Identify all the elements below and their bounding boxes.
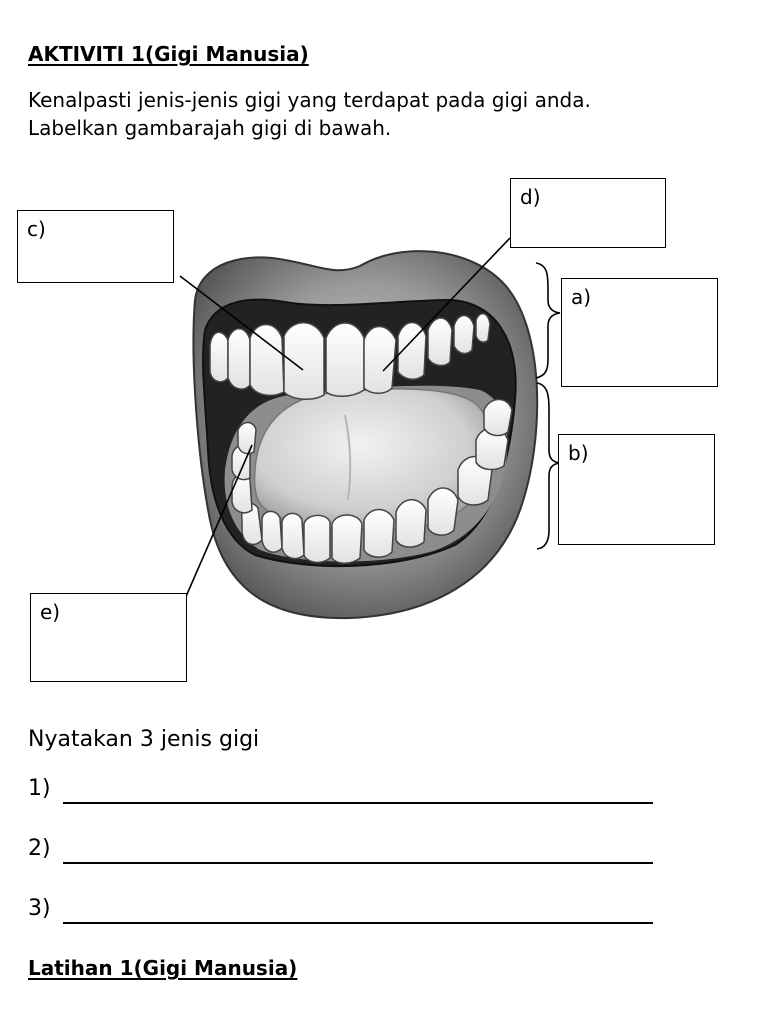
exercise-title: Latihan 1(Gigi Manusia) [28,956,298,980]
label-d: d) [520,185,541,209]
instruction-line-2: Labelkan gambarajah gigi di bawah. [28,116,392,140]
answer-line-2[interactable] [63,862,653,864]
activity-title: AKTIVITI 1(Gigi Manusia) [28,42,309,66]
answer-number-2: 2) [28,836,51,861]
answer-line-3[interactable] [63,922,653,924]
answer-number-3: 3) [28,896,51,921]
brace-b [537,383,560,549]
label-box-a[interactable] [561,278,718,387]
question-prompt: Nyatakan 3 jenis gigi [28,727,260,752]
label-c: c) [27,217,46,241]
label-box-b[interactable] [558,434,715,545]
label-box-d[interactable] [510,178,666,248]
answer-number-1: 1) [28,776,51,801]
brace-a [536,263,560,378]
instruction-line-1: Kenalpasti jenis-jenis gigi yang terdapat pada gigi anda. [28,88,591,112]
label-a: a) [571,285,592,309]
label-box-e[interactable] [30,593,187,682]
label-e: e) [40,600,61,624]
answer-line-1[interactable] [63,802,653,804]
label-b: b) [568,441,589,465]
label-box-c[interactable] [17,210,174,283]
